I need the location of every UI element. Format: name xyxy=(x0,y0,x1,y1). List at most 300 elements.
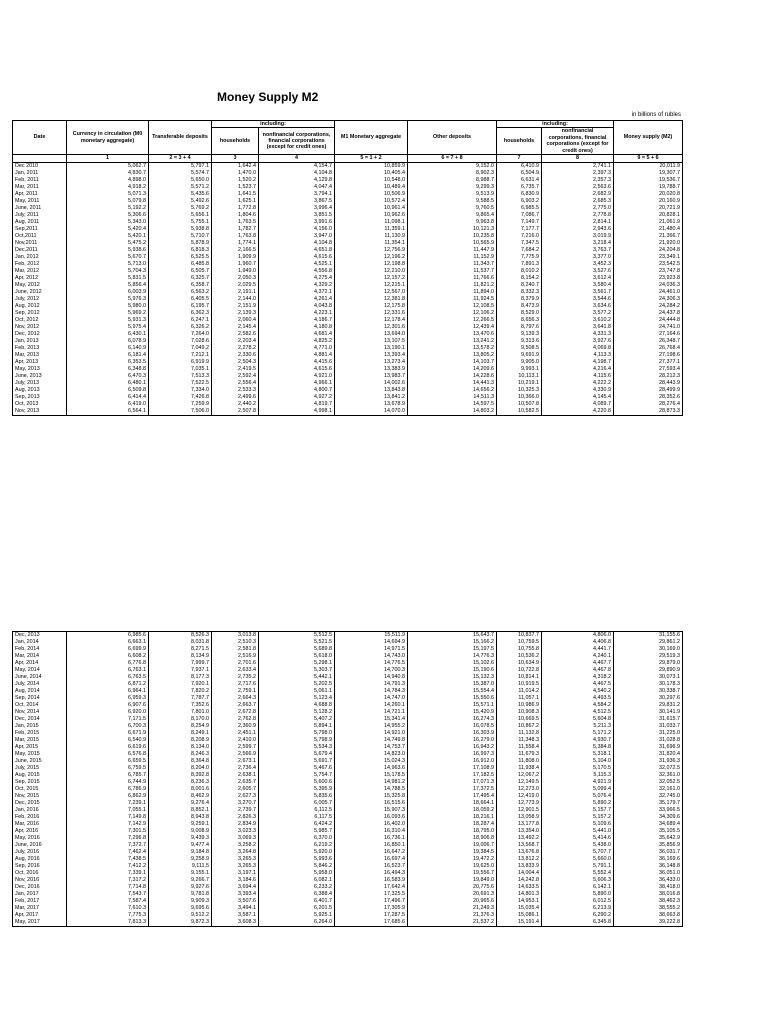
value-cell: 29,519.3 xyxy=(614,653,683,660)
table-row xyxy=(13,352,683,359)
value-cell: 3,867.5 xyxy=(259,198,335,205)
date-cell: Mar, 2014 xyxy=(13,653,67,660)
value-cell: 13,833.9 xyxy=(497,863,542,870)
value-cell: 6,414.4 xyxy=(67,394,149,401)
value-cell: 5,420.4 xyxy=(67,226,149,233)
table-row xyxy=(13,380,683,387)
value-cell: 12,178.4 xyxy=(335,317,408,324)
value-cell: 26,768.4 xyxy=(614,345,683,352)
value-cell: 2,759.1 xyxy=(212,688,259,695)
value-cell: 16,310.4 xyxy=(335,828,408,835)
value-cell: 30,169.0 xyxy=(614,646,683,653)
value-cell: 4,806.0 xyxy=(542,632,614,640)
value-cell: 6,219.2 xyxy=(259,842,335,849)
date-cell: June, 2016 xyxy=(13,842,67,849)
value-cell: 9,276.4 xyxy=(149,800,212,807)
value-cell: 4,512.5 xyxy=(542,709,614,716)
value-cell: 6,964.1 xyxy=(67,688,149,695)
value-cell: 5,975.4 xyxy=(67,324,149,331)
value-cell: 6,181.4 xyxy=(67,352,149,359)
date-cell: Aug, 2012 xyxy=(13,303,67,310)
value-cell: 10,962.6 xyxy=(335,212,408,219)
value-cell: 5,099.4 xyxy=(542,786,614,793)
value-cell: 9,184.8 xyxy=(149,849,212,856)
value-cell: 24,284.2 xyxy=(614,303,683,310)
value-cell: 5,958.0 xyxy=(259,870,335,877)
value-cell: 29,831.2 xyxy=(614,702,683,709)
table-row xyxy=(13,821,683,828)
value-cell: 6,700.3 xyxy=(67,723,149,730)
value-cell: 4,180.8 xyxy=(259,324,335,331)
value-cell: 4,145.4 xyxy=(542,394,614,401)
date-cell: Mar, 2017 xyxy=(13,905,67,912)
table-row xyxy=(13,702,683,709)
date-cell: May, 2013 xyxy=(13,366,67,373)
value-cell: 4,331.3 xyxy=(542,331,614,338)
value-cell: 12,157.2 xyxy=(335,275,408,282)
value-cell: 2,592.4 xyxy=(212,373,259,380)
value-cell: 2,029.5 xyxy=(212,282,259,289)
value-cell: 8,852.1 xyxy=(149,807,212,814)
value-cell: 4,921.0 xyxy=(259,373,335,380)
value-cell: 31,936.3 xyxy=(614,758,683,765)
value-cell: 4,688.8 xyxy=(259,702,335,709)
value-cell: 7,372.7 xyxy=(67,842,149,849)
table-row xyxy=(13,303,683,310)
table-row xyxy=(13,639,683,646)
value-cell: 15,554.4 xyxy=(408,688,497,695)
value-cell: 7,086.7 xyxy=(497,212,542,219)
value-cell: 24,306.3 xyxy=(614,296,683,303)
value-cell: 11,057.1 xyxy=(497,695,542,702)
value-cell: 4,113.3 xyxy=(542,352,614,359)
value-cell: 1,641.5 xyxy=(212,191,259,198)
value-cell: 5,318.1 xyxy=(542,751,614,758)
value-cell: 2,775.0 xyxy=(542,205,614,212)
value-cell: 14,743.0 xyxy=(335,653,408,660)
value-cell: 27,198.6 xyxy=(614,352,683,359)
value-cell: 3,258.2 xyxy=(212,842,259,849)
value-cell: 6,388.4 xyxy=(259,891,335,898)
value-cell: 38,555.2 xyxy=(614,905,683,912)
table-row xyxy=(13,254,683,261)
value-cell: 5,713.0 xyxy=(67,261,149,268)
value-cell: 3,634.6 xyxy=(542,303,614,310)
value-cell: 30,073.1 xyxy=(614,674,683,681)
value-cell: 10,986.9 xyxy=(497,702,542,709)
value-cell: 6,871.2 xyxy=(67,681,149,688)
table-row xyxy=(13,877,683,884)
value-cell: 1,949.0 xyxy=(212,268,259,275)
value-cell: 5,306.6 xyxy=(67,212,149,219)
header-transferable: Transferable deposits xyxy=(149,121,212,155)
date-cell: July, 2013 xyxy=(13,380,67,387)
value-cell: 6,264.0 xyxy=(259,919,335,927)
table-row xyxy=(13,191,683,198)
date-cell: Sep, 2014 xyxy=(13,695,67,702)
value-cell: 5,441.0 xyxy=(542,828,614,835)
value-cell: 11,821.2 xyxy=(408,282,497,289)
value-cell: 5,606.3 xyxy=(542,877,614,884)
value-cell: 13,383.9 xyxy=(335,366,408,373)
value-cell: 11,348.3 xyxy=(497,737,542,744)
value-cell: 17,182.5 xyxy=(408,772,497,779)
value-cell: 16,494.3 xyxy=(335,870,408,877)
value-cell: 15,190.6 xyxy=(408,667,497,674)
value-cell: 8,988.7 xyxy=(408,177,497,184)
value-cell: 3,197.1 xyxy=(212,870,259,877)
value-cell: 3,184.6 xyxy=(212,877,259,884)
value-cell: 4,771.0 xyxy=(259,345,335,352)
index-cell xyxy=(13,155,67,163)
value-cell: 4,819.7 xyxy=(259,401,335,408)
value-cell: 9,313.6 xyxy=(497,338,542,345)
header-currency: Currency in circulation (M0 monetary aggregate) xyxy=(67,121,149,155)
value-cell: 2,440.2 xyxy=(212,401,259,408)
value-cell: 4,330.9 xyxy=(542,387,614,394)
value-cell: 3,019.9 xyxy=(542,233,614,240)
value-cell: 4,467.7 xyxy=(542,660,614,667)
value-cell: 30,338.7 xyxy=(614,688,683,695)
value-cell: 3,393.4 xyxy=(212,891,259,898)
value-cell: 6,117.5 xyxy=(259,814,335,821)
value-cell: 2,330.6 xyxy=(212,352,259,359)
value-cell: 8,902.3 xyxy=(408,170,497,177)
value-cell: 10,366.0 xyxy=(497,394,542,401)
value-cell: 2,145.4 xyxy=(212,324,259,331)
value-cell: 6,509.8 xyxy=(67,387,149,394)
value-cell: 32,072.5 xyxy=(614,765,683,772)
header-including-right: including: xyxy=(497,121,614,128)
value-cell: 4,898.0 xyxy=(67,177,149,184)
value-cell: 3,270.7 xyxy=(212,800,259,807)
value-cell: 19,625.0 xyxy=(408,863,497,870)
value-cell: 12,301.6 xyxy=(335,324,408,331)
value-cell: 3,265.3 xyxy=(212,863,259,870)
value-cell: 6,818.3 xyxy=(149,247,212,254)
value-cell: 7,264.0 xyxy=(149,331,212,338)
value-cell: 3,794.1 xyxy=(259,191,335,198)
date-cell: Oct, 2014 xyxy=(13,702,67,709)
value-cell: 8,254.9 xyxy=(149,723,212,730)
value-cell: 7,522.5 xyxy=(149,380,212,387)
value-cell: 8,271.5 xyxy=(149,646,212,653)
header-including-left: including: xyxy=(212,121,335,128)
table-row xyxy=(13,646,683,653)
value-cell: 5,115.3 xyxy=(542,772,614,779)
value-cell: 12,266.5 xyxy=(408,317,497,324)
value-cell: 4,921.9 xyxy=(542,779,614,786)
value-cell: 3,013.8 xyxy=(212,632,259,640)
value-cell: 2,566.9 xyxy=(212,751,259,758)
money-supply-table-2010-2013 xyxy=(12,120,683,416)
value-cell: 5,475.2 xyxy=(67,240,149,247)
table-row xyxy=(13,401,683,408)
value-cell: 24,437.8 xyxy=(614,310,683,317)
value-cell: 28,499.9 xyxy=(614,387,683,394)
value-cell: 21,061.9 xyxy=(614,219,683,226)
value-cell: 2,638.1 xyxy=(212,772,259,779)
value-cell: 17,305.9 xyxy=(335,905,408,912)
value-cell: 5,076.4 xyxy=(542,793,614,800)
value-cell: 6,405.5 xyxy=(149,296,212,303)
value-cell: 14,963.6 xyxy=(335,765,408,772)
table-row xyxy=(13,226,683,233)
value-cell: 6,785.7 xyxy=(67,772,149,779)
table-row xyxy=(13,751,683,758)
value-cell: 2,139.3 xyxy=(212,310,259,317)
value-cell: 3,580.4 xyxy=(542,282,614,289)
table-row xyxy=(13,842,683,849)
value-cell: 7,177.7 xyxy=(497,226,542,233)
date-cell: Apr, 2013 xyxy=(13,359,67,366)
value-cell: 36,031.7 xyxy=(614,849,683,856)
value-cell: 5,211.3 xyxy=(542,723,614,730)
value-cell: 7,149.8 xyxy=(67,814,149,821)
value-cell: 14,788.5 xyxy=(335,786,408,793)
value-cell: 10,919.5 xyxy=(497,681,542,688)
value-cell: 10,325.3 xyxy=(497,387,542,394)
value-cell: 5,343.0 xyxy=(67,219,149,226)
table-row xyxy=(13,786,683,793)
value-cell: 10,219.1 xyxy=(497,380,542,387)
value-cell: 31,225.0 xyxy=(614,730,683,737)
value-cell: 24,444.8 xyxy=(614,317,683,324)
value-cell: 6,142.1 xyxy=(542,884,614,891)
value-cell: 5,384.8 xyxy=(542,744,614,751)
value-cell: 5,938.8 xyxy=(149,226,212,233)
value-cell: 5,710.7 xyxy=(149,233,212,240)
value-cell: 3,507.6 xyxy=(212,898,259,905)
page-cutoff xyxy=(0,1019,768,1024)
value-cell: 5,298.1 xyxy=(259,660,335,667)
value-cell: 4,223.1 xyxy=(259,310,335,317)
value-cell: 14,242.8 xyxy=(497,877,542,884)
value-cell: 16,583.9 xyxy=(335,877,408,884)
table-row xyxy=(13,331,683,338)
value-cell: 20,828.1 xyxy=(614,212,683,219)
value-cell: 3,218.4 xyxy=(542,240,614,247)
date-cell: Aug, 2015 xyxy=(13,772,67,779)
value-cell: 6,763.1 xyxy=(67,667,149,674)
value-cell: 13,983.7 xyxy=(335,373,408,380)
index-cell: 8 xyxy=(542,155,614,163)
date-cell: Sep, 2015 xyxy=(13,779,67,786)
date-cell: Sep,2011 xyxy=(13,226,67,233)
value-cell: 12,215.1 xyxy=(335,282,408,289)
value-cell: 14,004.4 xyxy=(497,870,542,877)
value-cell: 5,395.9 xyxy=(259,786,335,793)
value-cell: 9,512.2 xyxy=(149,912,212,919)
table-row xyxy=(13,163,683,171)
value-cell: 23,349.1 xyxy=(614,254,683,261)
value-cell: 12,381.8 xyxy=(335,296,408,303)
date-cell: June, 2014 xyxy=(13,674,67,681)
value-cell: 13,393.4 xyxy=(335,352,408,359)
value-cell: 6,358.7 xyxy=(149,282,212,289)
table-row xyxy=(13,387,683,394)
value-cell: 8,154.2 xyxy=(497,275,542,282)
value-cell: 5,467.6 xyxy=(259,765,335,772)
table-row xyxy=(13,870,683,877)
value-cell: 2,627.3 xyxy=(212,793,259,800)
value-cell: 16,093.6 xyxy=(335,814,408,821)
value-cell: 5,878.9 xyxy=(149,240,212,247)
value-cell: 2,203.4 xyxy=(212,338,259,345)
value-cell: 12,196.2 xyxy=(335,254,408,261)
value-cell: 33,966.5 xyxy=(614,807,683,814)
value-cell: 13,190.1 xyxy=(335,345,408,352)
value-cell: 7,787.7 xyxy=(149,695,212,702)
value-cell: 2,060.4 xyxy=(212,317,259,324)
table-row xyxy=(13,765,683,772)
value-cell: 7,587.4 xyxy=(67,898,149,905)
value-cell: 39,222.8 xyxy=(614,919,683,927)
value-cell: 8,010.2 xyxy=(497,268,542,275)
value-cell: 2,581.8 xyxy=(212,646,259,653)
value-cell: 15,571.1 xyxy=(408,702,497,709)
value-cell: 4,220.8 xyxy=(542,408,614,416)
value-cell: 6,353.5 xyxy=(67,359,149,366)
value-cell: 10,489.4 xyxy=(335,184,408,191)
value-cell: 7,334.0 xyxy=(149,387,212,394)
value-cell: 3,612.4 xyxy=(542,275,614,282)
date-cell: May, 2012 xyxy=(13,282,67,289)
value-cell: 9,872.3 xyxy=(149,919,212,927)
value-cell: 5,128.2 xyxy=(259,709,335,716)
value-cell: 2,741.1 xyxy=(542,163,614,171)
value-cell: 6,920.0 xyxy=(67,709,149,716)
value-cell: 36,051.0 xyxy=(614,870,683,877)
value-cell: 2,664.3 xyxy=(212,695,259,702)
value-cell: 5,689.8 xyxy=(259,646,335,653)
value-cell: 6,348.8 xyxy=(67,366,149,373)
table-row xyxy=(13,247,683,254)
value-cell: 2,778.8 xyxy=(542,212,614,219)
value-cell: 7,149.7 xyxy=(497,219,542,226)
date-cell: Apr, 2015 xyxy=(13,744,67,751)
value-cell: 5,707.7 xyxy=(542,849,614,856)
value-cell: 10,859.9 xyxy=(335,163,408,171)
value-cell: 6,082.1 xyxy=(259,877,335,884)
value-cell: 7,714.8 xyxy=(67,884,149,891)
value-cell: 15,341.4 xyxy=(335,716,408,723)
value-cell: 10,722.8 xyxy=(497,667,542,674)
date-cell: Dec, 2016 xyxy=(13,884,67,891)
date-cell: Dec, 2012 xyxy=(13,331,67,338)
table-row xyxy=(13,359,683,366)
value-cell: 8,246.3 xyxy=(149,751,212,758)
money-supply-table-2013-2017 xyxy=(12,631,683,927)
value-cell: 8,473.9 xyxy=(497,303,542,310)
header-nonfinancial: nonfinancial corporations, financial corporations (except for credit ones) xyxy=(259,128,335,155)
value-cell: 5,931.3 xyxy=(67,317,149,324)
value-cell: 11,808.0 xyxy=(497,758,542,765)
value-cell: 4,240.1 xyxy=(542,653,614,660)
value-cell: 2,510.3 xyxy=(212,639,259,646)
value-cell: 9,695.6 xyxy=(149,905,212,912)
value-cell: 19,556.7 xyxy=(408,870,497,877)
value-cell: 3,610.2 xyxy=(542,317,614,324)
value-cell: 11,098.1 xyxy=(335,219,408,226)
value-cell: 2,943.6 xyxy=(542,226,614,233)
value-cell: 11,343.7 xyxy=(408,261,497,268)
value-cell: 6,619.6 xyxy=(67,744,149,751)
value-cell: 9,508.5 xyxy=(497,345,542,352)
value-cell: 5,980.0 xyxy=(67,303,149,310)
value-cell: 14,228.6 xyxy=(408,373,497,380)
date-cell: Oct, 2013 xyxy=(13,401,67,408)
value-cell: 2,834.9 xyxy=(212,821,259,828)
value-cell: 9,152.0 xyxy=(408,163,497,171)
value-cell: 4,651.8 xyxy=(259,247,335,254)
value-cell: 4,966.1 xyxy=(259,380,335,387)
value-cell: 8,656.3 xyxy=(497,317,542,324)
value-cell: 8,462.9 xyxy=(149,793,212,800)
value-cell: 5,571.2 xyxy=(149,184,212,191)
value-cell: 13,241.2 xyxy=(408,338,497,345)
value-cell: 4,406.8 xyxy=(542,639,614,646)
date-cell: July, 2012 xyxy=(13,296,67,303)
value-cell: 14,103.7 xyxy=(408,359,497,366)
value-cell: 5,894.1 xyxy=(259,723,335,730)
value-cell: 4,115.6 xyxy=(542,373,614,380)
table-row xyxy=(13,828,683,835)
value-cell: 21,537.2 xyxy=(408,919,497,927)
value-cell: 24,461.0 xyxy=(614,289,683,296)
value-cell: 5,521.5 xyxy=(259,639,335,646)
value-cell: 14,749.8 xyxy=(335,737,408,744)
value-cell: 5,435.6 xyxy=(149,191,212,198)
value-cell: 9,865.4 xyxy=(408,212,497,219)
table-row xyxy=(13,289,683,296)
value-cell: 14,955.2 xyxy=(335,723,408,730)
value-cell: 10,548.0 xyxy=(335,177,408,184)
table-row xyxy=(13,373,683,380)
value-cell: 38,462.3 xyxy=(614,898,683,905)
value-cell: 2,672.8 xyxy=(212,709,259,716)
table-row xyxy=(13,317,683,324)
value-cell: 6,078.9 xyxy=(67,338,149,345)
value-cell: 4,329.2 xyxy=(259,282,335,289)
table-row xyxy=(13,345,683,352)
date-cell: July, 2015 xyxy=(13,765,67,772)
value-cell: 4,441.7 xyxy=(542,646,614,653)
value-cell: 4,222.2 xyxy=(542,380,614,387)
date-cell: Sep, 2013 xyxy=(13,394,67,401)
table-row xyxy=(13,632,683,640)
value-cell: 9,155.1 xyxy=(149,870,212,877)
value-cell: 5,670.7 xyxy=(67,254,149,261)
value-cell: 2,682.9 xyxy=(542,191,614,198)
table-row xyxy=(13,219,683,226)
value-cell: 7,775.3 xyxy=(67,912,149,919)
value-cell: 1,523.7 xyxy=(212,184,259,191)
table-row xyxy=(13,919,683,927)
value-cell: 10,405.4 xyxy=(335,170,408,177)
value-cell: 7,339.1 xyxy=(67,870,149,877)
value-cell: 5,791.1 xyxy=(542,863,614,870)
table-row xyxy=(13,912,683,919)
value-cell: 4,584.2 xyxy=(542,702,614,709)
value-cell: 10,837.7 xyxy=(497,632,542,640)
value-cell: 5,890.0 xyxy=(542,891,614,898)
value-cell: 3,527.6 xyxy=(542,268,614,275)
value-cell: 5,925.1 xyxy=(259,912,335,919)
value-cell: 13,694.0 xyxy=(335,331,408,338)
table-row xyxy=(13,695,683,702)
value-cell: 15,166.2 xyxy=(408,639,497,646)
